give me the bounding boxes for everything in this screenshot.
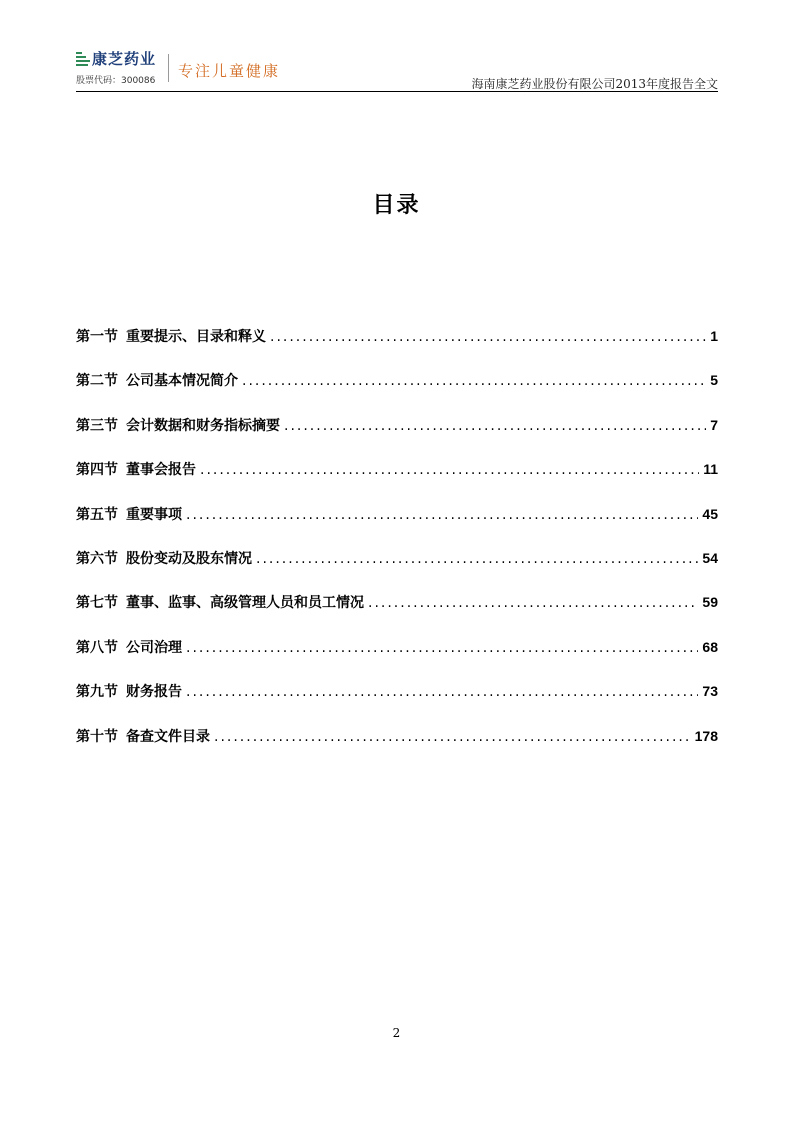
toc-leader-dots [256, 551, 698, 567]
toc-leader-dots [214, 729, 691, 745]
toc-section-title: 股份变动及股东情况 [126, 550, 252, 567]
toc-page-number: 45 [702, 505, 718, 522]
toc-section-number: 第四节 [76, 462, 118, 479]
company-slogan: 专注儿童健康 [178, 62, 281, 80]
toc-entry[interactable] [76, 370, 718, 414]
toc-entry[interactable] [76, 504, 718, 548]
toc-entry[interactable] [76, 326, 718, 370]
page-title: 目录 [372, 193, 421, 218]
header-rule [76, 91, 718, 92]
toc-leader-dots [200, 462, 699, 478]
page-header [76, 48, 718, 92]
stock-code: 股票代码：300086 [76, 76, 156, 86]
toc-leader-dots [284, 418, 706, 434]
toc-section-title: 会计数据和财务指标摘要 [126, 417, 280, 434]
toc-page-number: 178 [694, 727, 718, 744]
toc-section-number: 第九节 [76, 684, 118, 701]
logo-icon [76, 52, 90, 66]
toc-section-number: 第一节 [76, 329, 118, 345]
header-divider [168, 54, 169, 82]
toc-section-title: 重要提示、目录和释义 [126, 329, 266, 345]
toc-section-number: 第七节 [76, 595, 118, 612]
toc-leader-dots [186, 684, 698, 700]
toc-section-number: 第六节 [76, 550, 118, 567]
toc-page-number: 54 [702, 549, 718, 566]
toc-page-number: 73 [702, 683, 718, 700]
toc-leader-dots [270, 329, 706, 345]
toc-section-number: 第十节 [76, 728, 118, 745]
toc-entry[interactable] [76, 681, 718, 725]
toc-leader-dots [242, 373, 706, 389]
toc-entry[interactable] [76, 415, 718, 459]
toc-page-number: 7 [710, 416, 718, 433]
toc-page-number: 5 [710, 372, 718, 389]
table-of-contents [76, 326, 718, 770]
toc-entry[interactable] [76, 548, 718, 592]
page-number: 2 [392, 1026, 401, 1040]
toc-section-title: 董事、监事、高级管理人员和员工情况 [126, 595, 364, 612]
toc-section-title: 公司基本情况简介 [126, 373, 238, 390]
toc-entry[interactable] [76, 726, 718, 770]
company-logo-name: 康芝药业 [92, 50, 157, 68]
toc-section-number: 第八节 [76, 639, 118, 656]
toc-entry[interactable] [76, 592, 718, 636]
toc-page-number: 59 [702, 594, 718, 611]
toc-leader-dots [368, 595, 698, 611]
toc-page-number: 68 [702, 638, 718, 655]
toc-section-title: 公司治理 [126, 639, 182, 656]
toc-page-number: 11 [703, 461, 718, 478]
toc-section-title: 重要事项 [126, 506, 182, 523]
document-title: 海南康芝药业股份有限公司2013年度报告全文 [471, 77, 718, 91]
toc-section-number: 第五节 [76, 506, 118, 523]
toc-section-title: 财务报告 [126, 684, 182, 701]
toc-section-number: 第二节 [76, 373, 118, 390]
toc-leader-dots [186, 507, 698, 523]
toc-section-title: 备查文件目录 [126, 728, 210, 745]
toc-entry[interactable] [76, 459, 718, 503]
toc-leader-dots [186, 640, 698, 656]
toc-section-title: 董事会报告 [126, 462, 196, 479]
toc-entry[interactable] [76, 637, 718, 681]
toc-section-number: 第三节 [76, 417, 118, 434]
toc-page-number: 1 [710, 328, 718, 344]
